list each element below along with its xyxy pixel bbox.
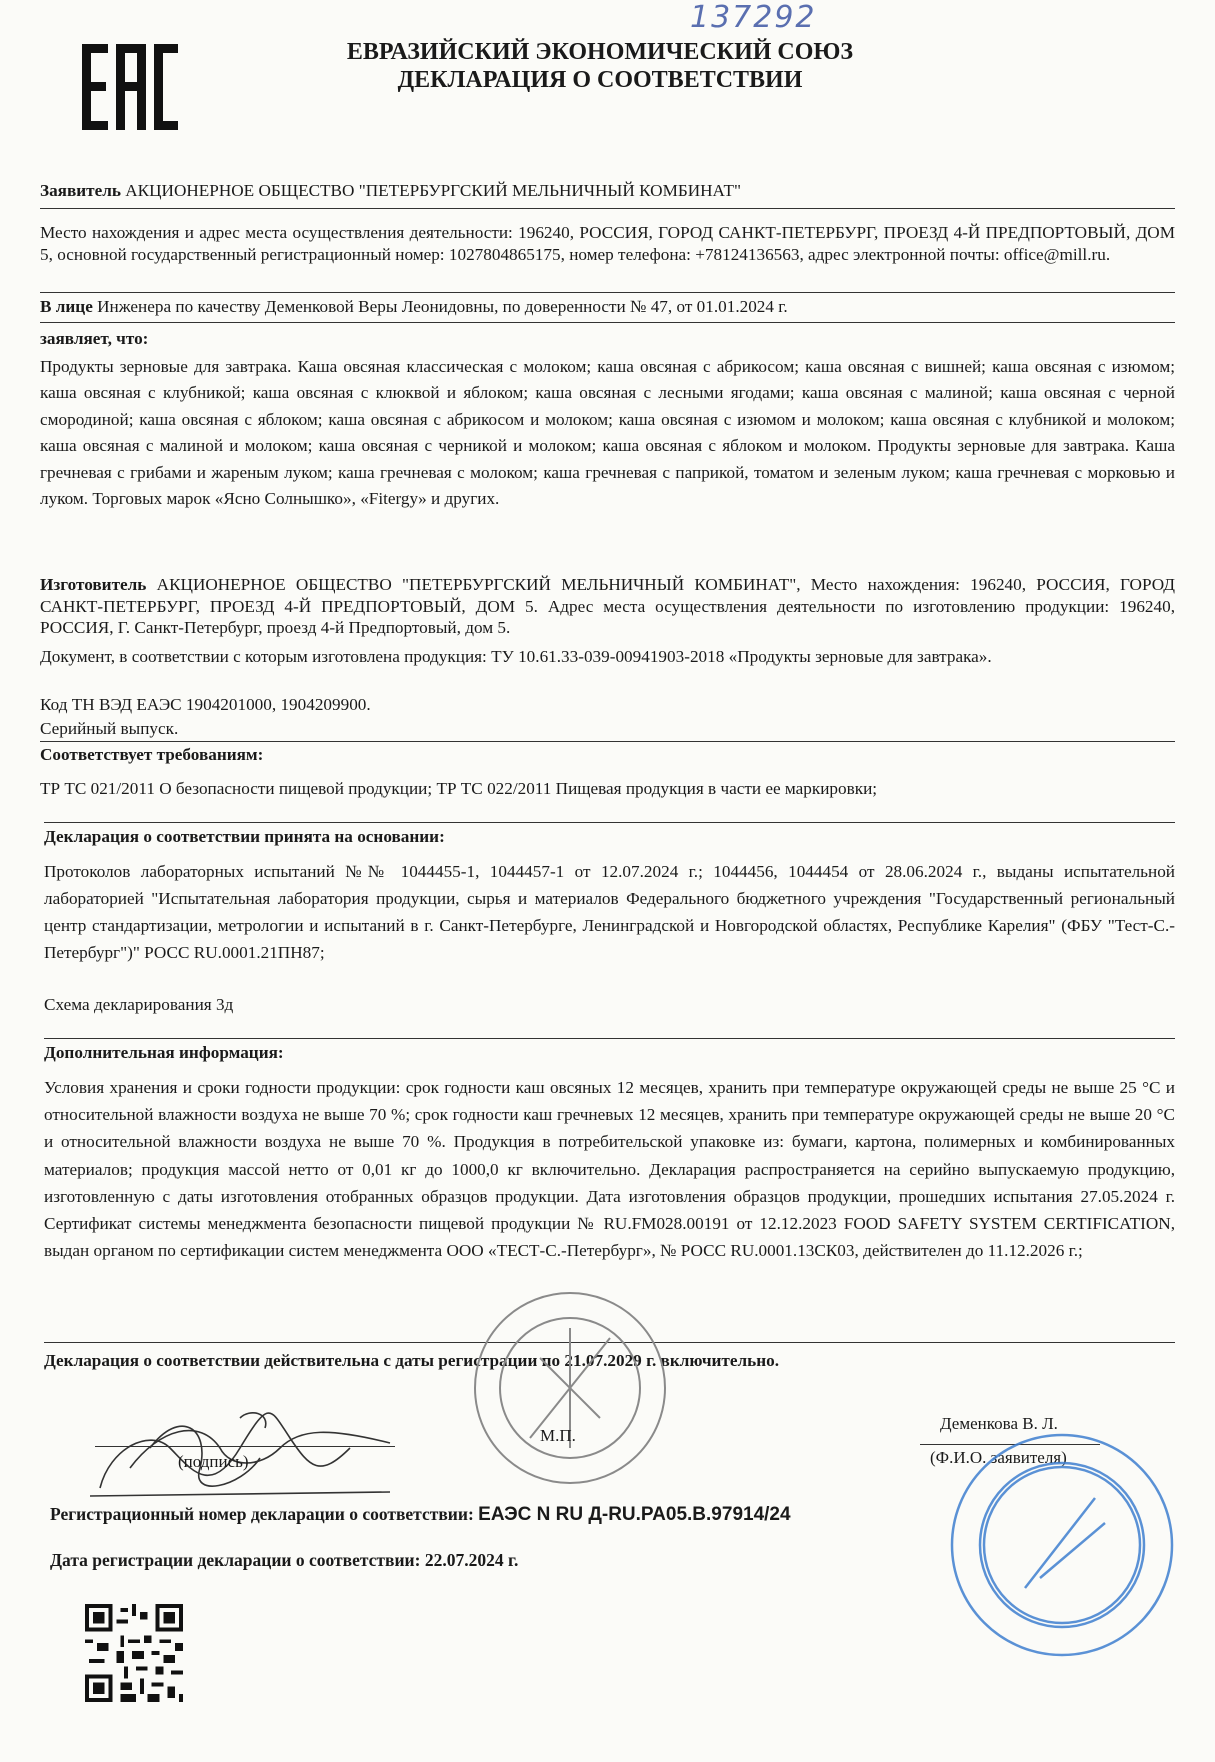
registration-number: ЕАЭС N RU Д-RU.PA05.B.97914/24 [478, 1504, 791, 1525]
qr-code-icon[interactable] [85, 1604, 183, 1702]
applicant-person [40, 296, 1175, 318]
additional-label: Дополнительная информация: [44, 1043, 284, 1062]
applicant-name-sig: Деменкова В. Л. [940, 1414, 1058, 1433]
divider [44, 822, 1175, 823]
manufacturer-text: АКЦИОНЕРНОЕ ОБЩЕСТВО "ПЕТЕРБУРГСКИЙ МЕЛЬНИЧНЫЙ КОМБИНАТ", Место нахождения: 196240, РОССИЯ, ГОРОД САНКТ-ПЕТЕРБУРГ, ПРОЕЗД 4-Й ПРЕДПОРТОВЫЙ, ДОМ 5. Адрес места осуществления деятельности по изготовлению продукции: 196240, РОССИЯ, Г. Санкт-Петербург, проезд 4-й Предпортовый, дом 5. [40, 575, 1175, 637]
registration-number-line [50, 1504, 1185, 1526]
handwritten-number: 137292 [690, 0, 817, 35]
applicant-address: Место нахождения и адрес места осуществления деятельности: 196240, РОССИЯ, ГОРОД САНКТ-ПЕТЕРБУРГ, ПРОЕЗД 4-Й ПРЕДПОРТОВЫЙ, ДОМ 5, основной государственный регистрационный номер: 1027804865175, номер телефона: +78124136563, адрес электронной почты: office@mill.ru. [40, 223, 1175, 264]
document-header [300, 38, 900, 94]
registration-date: 22.07.2024 г. [424, 1550, 519, 1570]
header-union: ЕВРАЗИЙСКИЙ ЭКОНОМИЧЕСКИЙ СОЮЗ [346, 39, 854, 65]
requirements-text: ТР ТС 021/2011 О безопасности пищевой продукции; ТР ТС 022/2011 Пищевая продукция в части ее маркировки; [40, 779, 878, 798]
applicant-name-label: (Ф.И.О. заявителя) [930, 1448, 1067, 1467]
manufacturer-serial: Серийный выпуск. [40, 719, 179, 738]
applicant-label: Заявитель [40, 181, 121, 200]
divider [40, 322, 1175, 323]
applicant-name: АКЦИОНЕРНОЕ ОБЩЕСТВО "ПЕТЕРБУРГСКИЙ МЕЛЬНИЧНЫЙ КОМБИНАТ" [125, 181, 741, 200]
registration-date-label: Дата регистрации декларации о соответствии: [50, 1550, 421, 1570]
divider [40, 208, 1175, 209]
basis-label: Декларация о соответствии принята на основании: [44, 827, 445, 846]
basis-scheme: Схема декларирования 3д [44, 995, 234, 1014]
basis-text: Протоколов лабораторных испытаний №№ 1044455-1, 1044457-1 от 12.07.2024 г.; 1044456, 1044454 от 28.06.2024 г., выданы испытательной лабораторией "Испытательная лаборатория продукции, сырья и материалов Федерального бюджетного учреждения "Государственный региональный центр стандартизации, метрологии и испытаний в г. Санкт-Петербурге, Ленинградской и Новгородской областях, Республике Карелия" (ФБУ "Тест-С.-Петербург")" РОСС RU.0001.21ПН87; [44, 862, 1175, 962]
manufacturer-block [40, 574, 1175, 639]
manufacturer-code: Код ТН ВЭД ЕАЭС 1904201000, 1904209900. [40, 695, 371, 714]
divider [40, 741, 1175, 742]
registration-number-label: Регистрационный номер декларации о соответствии: [50, 1504, 474, 1524]
manufacturer-label: Изготовитель [40, 575, 147, 594]
requirements-label: Соответствует требованиям: [40, 745, 264, 764]
signature-label: (подпись) [178, 1452, 249, 1471]
signature-line [95, 1446, 395, 1447]
company-seal-icon [470, 1288, 670, 1488]
handwritten-signature-icon [90, 1388, 400, 1508]
registration-date-line [50, 1550, 1185, 1572]
applicant-line [40, 180, 1175, 202]
divider [44, 1038, 1175, 1039]
person-label: В лице [40, 297, 93, 316]
declares-text: Продукты зерновые для завтрака. Каша овсяная классическая с молоком; каша овсяная с абрикосом; каша овсяная с вишней; каша овсяная с изюмом; каша овсяная с клубникой; каша овсяная с клюквой и яблоком; каша овсяная с лесными ягодами; каша овсяная с малиной; каша овсяная с черной смородиной; каша овсяная с яблоком; каша овсяная с абрикосом и молоком; каша овсяная с изюмом и молоком; каша овсяная с клубникой и молоком; каша овсяная с малиной и молоком; каша овсяная с черникой и молоком; каша овсяная с яблоком и молоком. Продукты зерновые для завтрака. Каша гречневая с грибами и жареным луком; каша гречневая с молоком; каша гречневая с паприкой, томатом и зеленым луком; каша гречневая с морковью и луком. Торговых марок «Ясно Солнышко», «Fitergy» и других. [40, 357, 1175, 509]
header-title: ДЕКЛАРАЦИЯ О СООТВЕТСТВИИ [397, 67, 803, 93]
additional-text: Условия хранения и сроки годности продукции: срок годности каш овсяных 12 месяцев, хранить при температуре окружающей среды не выше 25 °С и относительной влажности воздуха не выше 70 %; срок годности каш гречневых 12 месяцев, хранить при температуре окружающей среды не выше 20 °С и относительной влажности воздуха не выше 70 %. Продукция в потребительской упаковке из: бумаги, картона, полимерных и комбинированных материалов; продукция массой нетто от 0,01 кг до 1000,0 кг включительно. Декларация распространяется на серийно выпускаемую продукцию, изготовленную с даты изготовления отобранных образцов продукции. Дата изготовления образцов продукции, прошедших испытания 27.05.2024 г. Сертификат системы менеджмента безопасности пищевой продукции № RU.FM028.00191 от 12.12.2023 FOOD SAFETY SYSTEM CERTIFICATION, выдан органом по сертификации систем менеджмента ООО «ТЕСТ-С.-Петербург», № РОСС RU.0001.13СК03, действителен до 11.12.2026 г.; [44, 1078, 1175, 1261]
blue-stamp-icon [945, 1428, 1180, 1663]
validity-text: Декларация о соответствии действительна с даты регистрации по 21.07.2029 г. включительно. [44, 1351, 780, 1370]
eac-logo-icon [82, 44, 178, 130]
seal-mark-label: М.П. [540, 1426, 576, 1445]
person-text: Инженера по качеству Деменковой Веры Леонидовны, по доверенности № 47, от 01.01.2024 г. [97, 297, 788, 316]
declares-label: заявляет, что: [40, 329, 149, 348]
divider [40, 292, 1175, 293]
manufacturer-document: Документ, в соответствии с которым изготовлена продукция: ТУ 10.61.33-039-00941903-2018 «Продукты зерновые для завтрака». [40, 647, 992, 666]
